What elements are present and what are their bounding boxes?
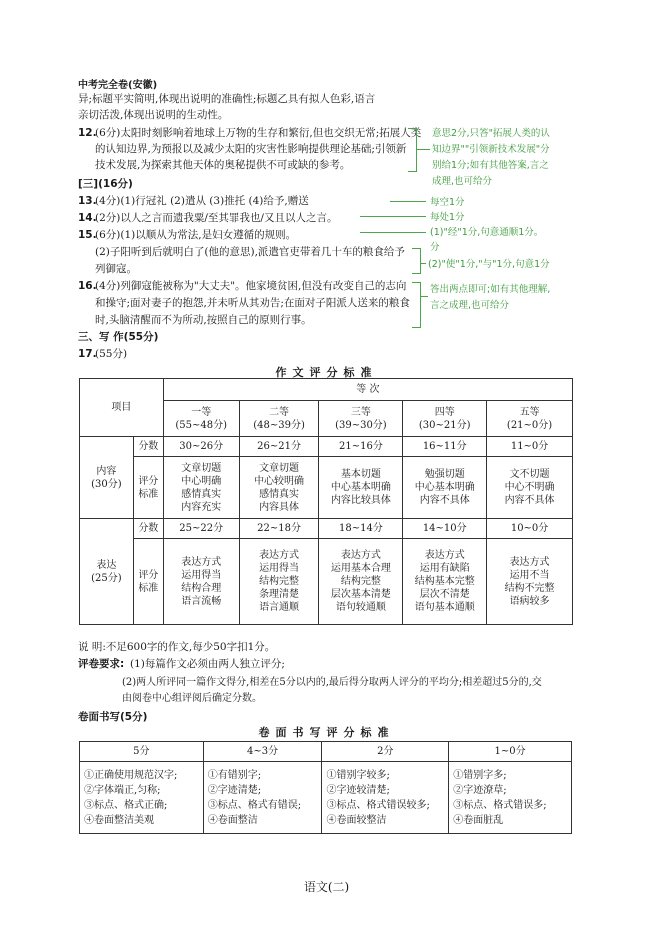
standard-cell: 表达方式 运用得当 结构完整 条理清楚 语言通顺 — [239, 539, 319, 625]
annotation-note: 意思2分,只答"拓展人类的认 — [432, 128, 550, 139]
score-cell: 16~11分 — [403, 437, 487, 457]
neatness-table-title: 卷面书写评分标准 — [258, 726, 395, 739]
standard-label: 评分 标准 — [133, 539, 163, 625]
score-cell: 30~26分 — [163, 437, 239, 457]
standard-cell: 文章切题 中心明确 感情真实 内容充实 — [163, 457, 239, 519]
annotation-connector — [416, 149, 430, 150]
score-label: 分数 — [133, 519, 163, 539]
annotation-note: (2)"使"1分,"与"1分,句意1分 — [428, 259, 550, 270]
grade-cell: 四等 (30~21分) — [403, 401, 487, 437]
answer-16: (4分)列御寇能被称为"大丈夫"。他家境贫困,但没有改变自己的志向 — [95, 280, 407, 292]
standard-cell: 勉强切题 中心基本明确 内容不具体 — [403, 457, 487, 519]
answer-13: (4分)(1)行冠礼 (2)遣从 (3)推托 (4)给予,赠送 — [95, 195, 309, 207]
neatness-criteria: ①正确使用规范汉字; ②字体端正,匀称; ③标点、格式正确; ④卷面整洁美观 — [80, 762, 204, 834]
annotation-note: 分 — [430, 242, 440, 253]
answer-12: (6分)太阳时刻影响着地球上万物的生存和繁衍,但也交织无常;拓展人类 — [95, 127, 422, 139]
grade-cell: 二等 (48~39分) — [239, 401, 319, 437]
question-number: 16. — [78, 280, 97, 292]
text-line: 时,头脑清醒而不为所动,按照自己的原则行事。 — [95, 314, 312, 326]
annotation-note: 每处1分 — [430, 212, 465, 223]
annotation-connector — [390, 201, 426, 202]
review-requirement: (2)两人所评同一篇作文得分,相差在5分以内的,最后得分取两人评分的平均分;相差超过5分的,交 — [122, 677, 542, 688]
page-header: 中考完全卷(安徽) — [78, 80, 158, 91]
standard-label: 评分 标准 — [133, 457, 163, 519]
neatness-scoring-table — [79, 741, 572, 834]
section-heading: 卷面书写(5分) — [78, 711, 148, 723]
question-number: 17. — [78, 348, 97, 360]
neatness-criteria: ①有错别字; ②字迹清楚; ③标点、格式有错误; ④卷面整洁 — [203, 762, 322, 834]
answer-14: (2分)以人之言而遗我粟/至其罪我也/又且以人之言。 — [95, 212, 338, 224]
neatness-header: 5分 — [80, 742, 204, 762]
score-cell: 21~16分 — [319, 437, 403, 457]
annotation-bracket — [412, 282, 421, 328]
page-footer: 语文(二) — [303, 880, 350, 894]
standard-cell: 表达方式 运用有缺陷 结构基本完整 层次不清楚 语句基本通顺 — [403, 539, 487, 625]
neatness-header: 1~0分 — [449, 742, 572, 762]
score-label: 分数 — [133, 437, 163, 457]
expression-label: 表达 (25分) — [80, 519, 134, 625]
annotation-bracket — [408, 128, 417, 172]
text-line: (2)子阳听到后就明白了(他的意思),派遣官吏带着几十车的粮食给予 — [95, 246, 405, 258]
review-requirements-label: 评卷要求: — [78, 658, 125, 670]
annotation-note: 知边界""引领新技术发展"分 — [432, 144, 550, 155]
annotation-note: 成理,也可给分 — [432, 176, 493, 187]
neatness-criteria: ①错别字多; ②字迹潦草; ③标点、格式错误多; ④卷面脏乱 — [449, 762, 572, 834]
annotation-connector — [360, 232, 426, 233]
text-line: 技术发展,为探索其他天体的奥秘提供不可或缺的参考。 — [95, 159, 351, 171]
standard-cell: 表达方式 运用不当 结构不完整 语病较多 — [487, 539, 573, 625]
neatness-header: 4~3分 — [203, 742, 322, 762]
project-header: 项目 — [80, 379, 164, 437]
section-heading: [三](16分) — [78, 178, 133, 190]
score-cell: 18~14分 — [319, 519, 403, 539]
standard-cell: 文章切题 中心较明确 感情真实 内容具体 — [239, 457, 319, 519]
question-number: 15. — [78, 229, 97, 241]
answer-15: (6分)(1)以顺从为常法,是妇女遵循的规则。 — [95, 229, 297, 241]
grade-cell: 五等 (21~0分) — [487, 401, 573, 437]
text-line: 和操守;面对妻子的抱怨,并未听从其劝告;在面对子阳派人送来的粮食 — [95, 297, 410, 309]
score-cell: 26~21分 — [239, 437, 319, 457]
standard-cell: 表达方式 运用得当 结构合理 语言流畅 — [163, 539, 239, 625]
text-line: 的认知边界,为预报以及减少太阳的灾害性影响提供理论基础;引领新 — [95, 143, 407, 155]
annotation-note: (1)"经"1分,句意通顺1分。 — [430, 227, 544, 238]
grade-header: 等 次 — [163, 379, 572, 401]
score-cell: 14~10分 — [403, 519, 487, 539]
annotation-note: 言之成理,也可给分 — [430, 300, 510, 311]
neatness-header: 2分 — [322, 742, 449, 762]
text-line: 亲切活泼,体现出说明的生动性。 — [78, 109, 229, 121]
section-heading: 三、写 作(55分) — [78, 331, 159, 343]
annotation-connector — [360, 216, 426, 217]
question-number: 14. — [78, 212, 97, 224]
score-cell: 22~18分 — [239, 519, 319, 539]
essay-table-title: 作文评分标准 — [275, 366, 378, 379]
neatness-criteria: ①错别字较多; ②字迹较清楚; ③标点、格式错误较多; ④卷面较整洁 — [322, 762, 449, 834]
score-cell: 10~0分 — [487, 519, 573, 539]
text-line: 异;标题平实简明,体现出说明的准确性;标题乙具有拟人色彩,语言 — [78, 93, 376, 105]
answer-17: (55分) — [95, 348, 128, 360]
content-label: 内容 (30分) — [80, 437, 134, 519]
grade-cell: 一等 (55~48分) — [163, 401, 239, 437]
score-cell: 11~0分 — [487, 437, 573, 457]
annotation-note: 别给1分;如有其他答案,言之 — [432, 160, 549, 171]
annotation-note: 每空1分 — [430, 197, 465, 208]
question-number: 12. — [78, 127, 97, 139]
grade-cell: 三等 (39~30分) — [319, 401, 403, 437]
standard-cell: 表达方式 运用基本合理 结构完整 层次基本清楚 语句较通顺 — [319, 539, 403, 625]
review-requirement: 由阅卷中心组评阅后确定分数。 — [122, 693, 262, 704]
annotation-connector — [420, 263, 426, 264]
standard-cell: 基本切题 中心基本明确 内容比较具体 — [319, 457, 403, 519]
score-cell: 25~22分 — [163, 519, 239, 539]
essay-scoring-table — [79, 378, 573, 625]
review-requirement: (1)每篇作文必须由两人独立评分; — [130, 658, 285, 670]
text-line: 列御寇。 — [95, 263, 137, 275]
annotation-note: 答出两点即可;如有其他理解, — [430, 284, 551, 295]
annotation-connector — [420, 296, 428, 297]
annotation-bracket — [412, 248, 421, 274]
standard-cell: 文不切题 中心不明确 内容不具体 — [487, 457, 573, 519]
table-note: 说 明:不足600字的作文,每少50字扣1分。 — [78, 641, 276, 653]
question-number: 13. — [78, 195, 97, 207]
